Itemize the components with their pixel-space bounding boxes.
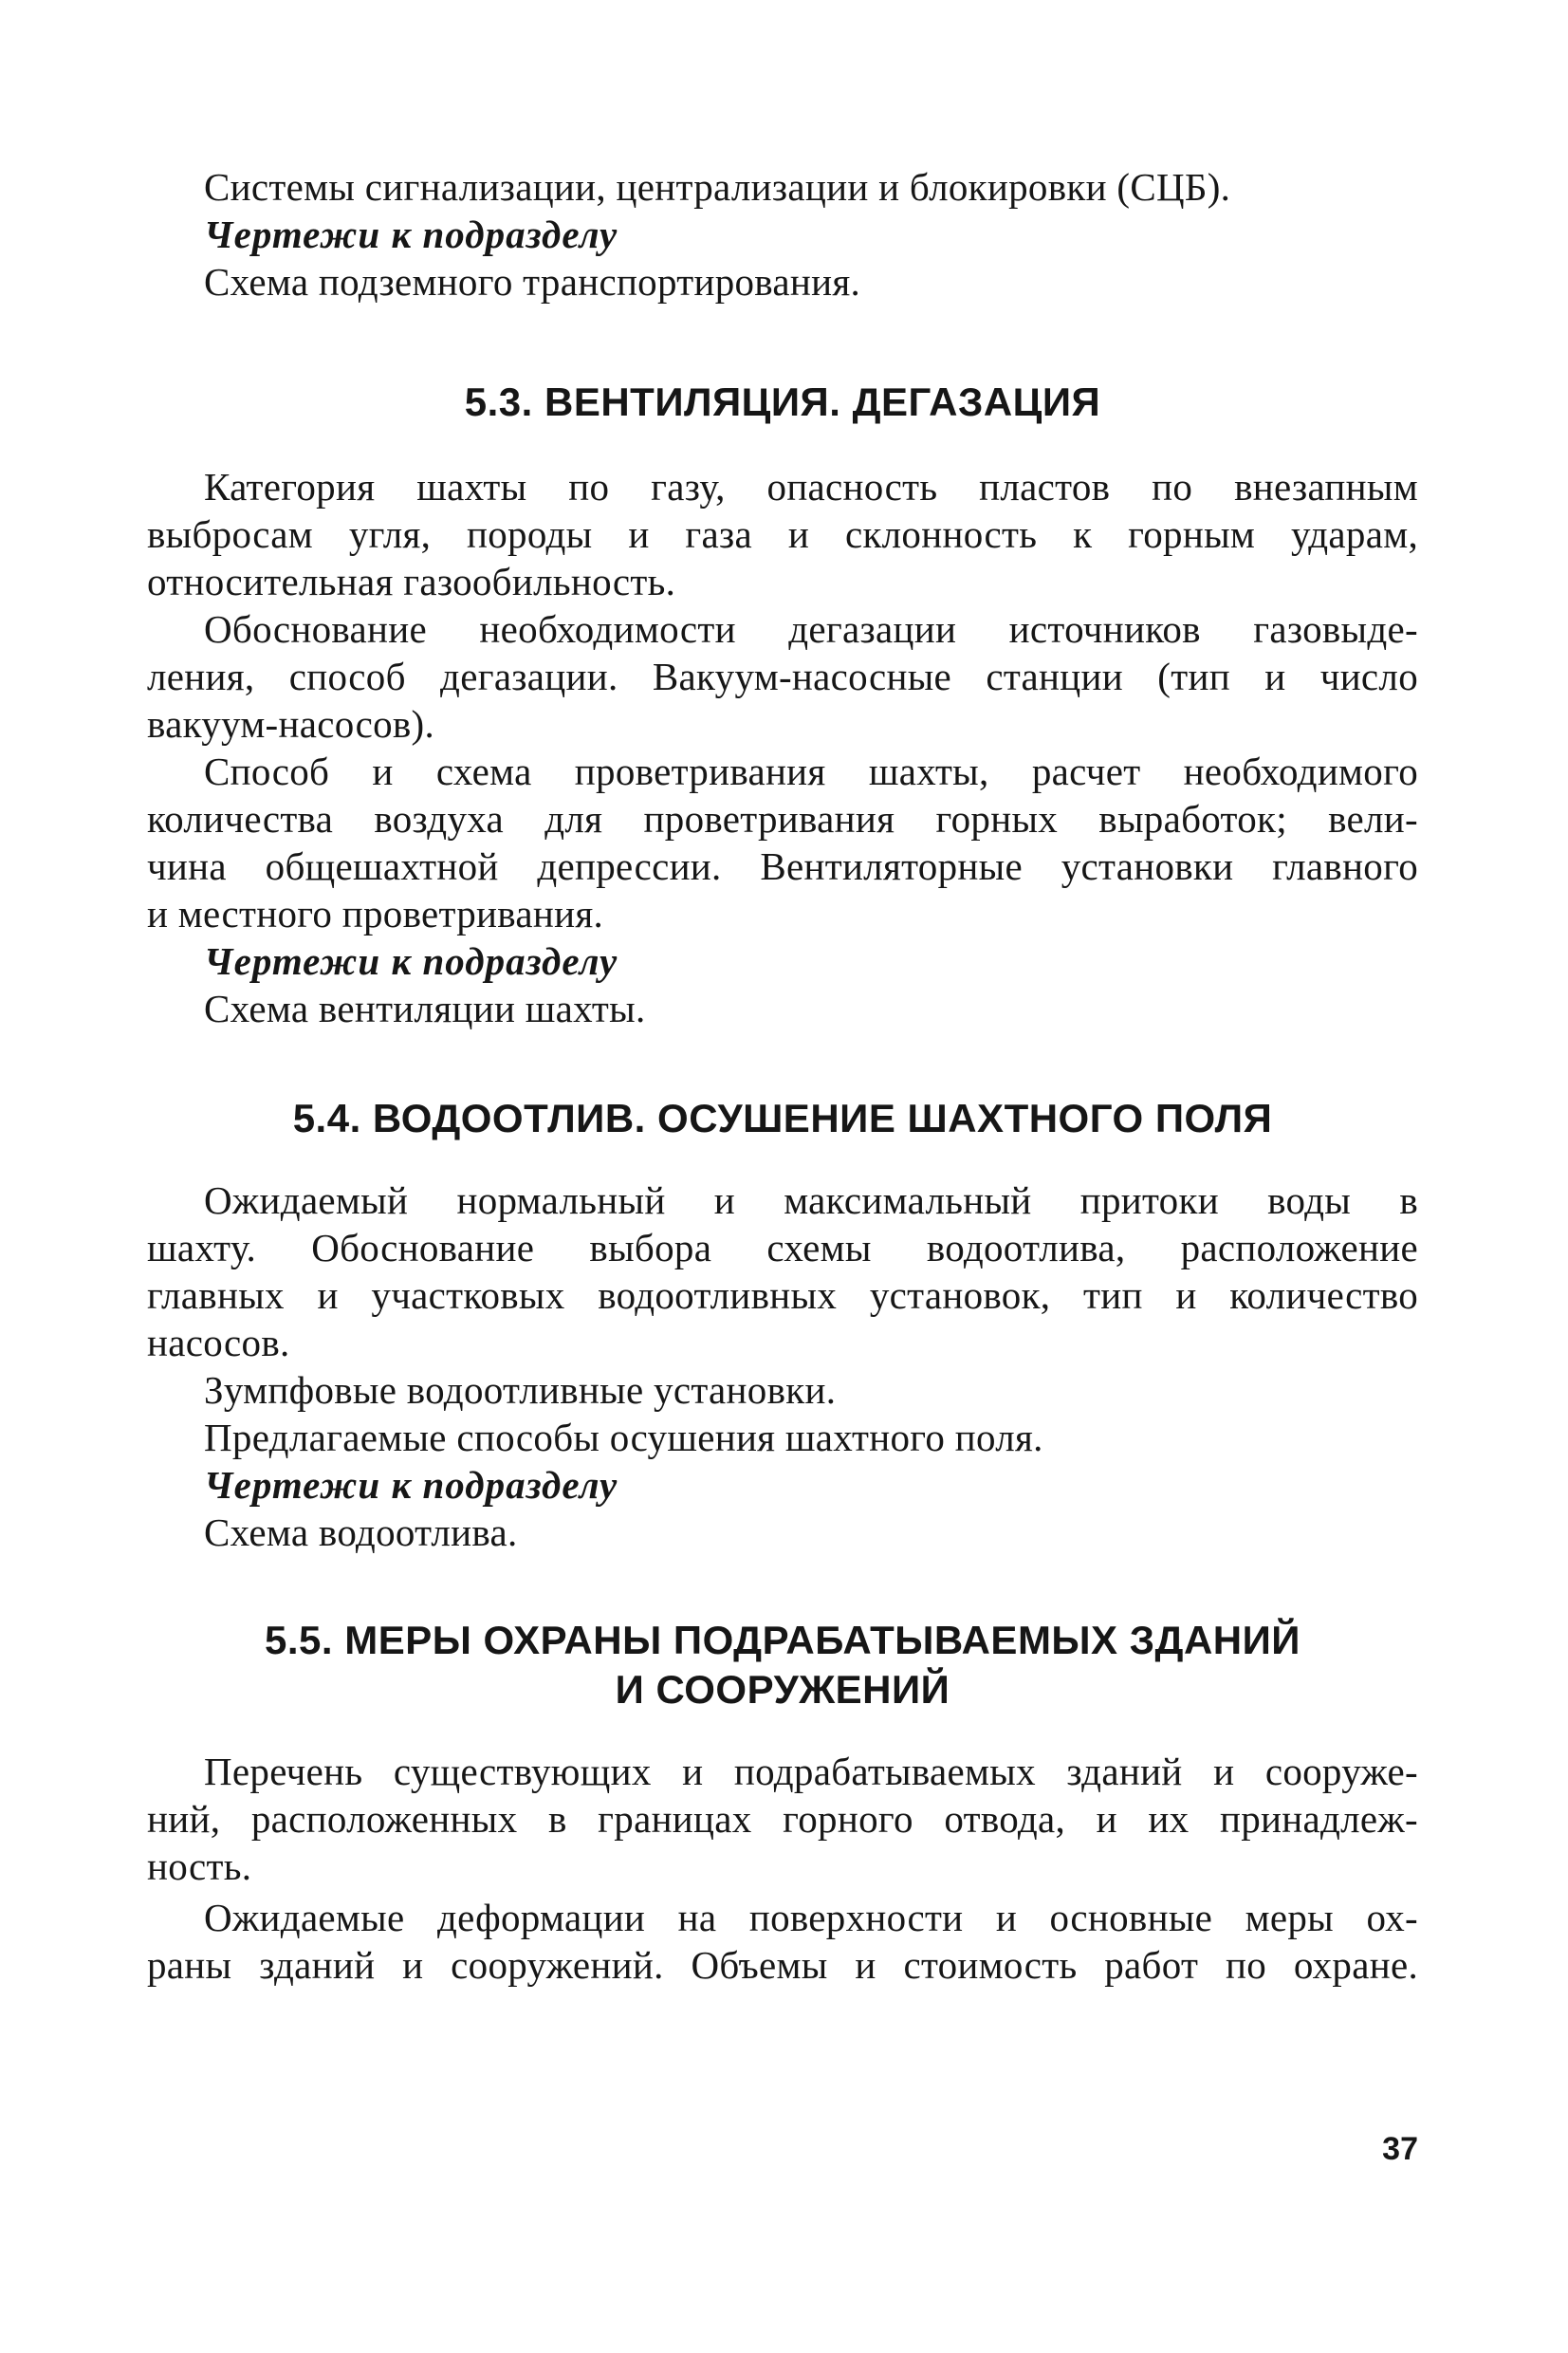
paragraph-line: Перечень существующих и подрабатываемых зданий и сооруже- [204, 1750, 1418, 1793]
paragraph-line: количества воздуха для проветривания горных выработок; вели- [147, 797, 1418, 841]
paragraph-line: Зумпфовые водоотливные установки. [204, 1368, 837, 1412]
section-heading-5-4: 5.4. ВОДООТЛИВ. ОСУШЕНИЕ ШАХТНОГО ПОЛЯ [292, 1096, 1273, 1140]
drawing-item: Схема водоотлива. [204, 1510, 518, 1554]
paragraph-line: ний, расположенных в границах горного отвода, и их принадлеж- [147, 1797, 1418, 1841]
drawings-caption: Чертежи к подразделу [204, 1463, 618, 1507]
section-heading-5-5: 5.5. МЕРЫ ОХРАНЫ ПОДРАБАТЫВАЕМЫХ ЗДАНИЙ [265, 1618, 1301, 1662]
paragraph-line: главных и участковых водоотливных установок, тип и количество [147, 1273, 1418, 1317]
document-page [147, 0, 1418, 2353]
paragraph-line: Ожидаемый нормальный и максимальный притоки воды в [204, 1178, 1418, 1222]
paragraph-line: выбросам угля, породы и газа и склонность к горным ударам, [147, 512, 1418, 556]
paragraph-line: Категория шахты по газу, опасность пластов по внезапным [204, 465, 1418, 509]
paragraph-line: Обоснование необходимости дегазации источников газовыде- [204, 607, 1418, 651]
drawings-caption: Чертежи к подразделу [204, 213, 618, 256]
drawings-caption: Чертежи к подразделу [204, 939, 618, 983]
paragraph-line: Способ и схема проветривания шахты, расчет необходимого [204, 750, 1418, 793]
drawing-item: Схема подземного транспортирования. [204, 260, 861, 304]
intro-line: Системы сигнализации, централизации и блокировки (СЦБ). [204, 165, 1231, 209]
section-heading-5-3: 5.3. ВЕНТИЛЯЦИЯ. ДЕГАЗАЦИЯ [464, 380, 1101, 424]
section-heading-5-5-continued: И СООРУЖЕНИЙ [615, 1667, 950, 1712]
paragraph-line: вакуум-насосов). [147, 702, 435, 746]
paragraph-line: и местного проветривания. [147, 892, 604, 936]
paragraph-line: ления, способ дегазации. Вакуум-насосные станции (тип и число [147, 655, 1418, 698]
paragraph-line: ность. [147, 1844, 252, 1888]
paragraph-line: Ожидаемые деформации на поверхности и основные меры ох- [204, 1896, 1418, 1939]
drawing-item: Схема вентиляции шахты. [204, 987, 646, 1030]
paragraph-line: раны зданий и сооружений. Объемы и стоимость работ по охране. [147, 1943, 1418, 1987]
page-number: 37 [1382, 2131, 1418, 2167]
paragraph-line: относительная газообильность. [147, 560, 676, 603]
paragraph-line: Предлагаемые способы осушения шахтного поля. [204, 1416, 1043, 1459]
paragraph-line: шахту. Обоснование выбора схемы водоотлива, расположение [147, 1226, 1418, 1269]
paragraph-line: насосов. [147, 1321, 290, 1364]
paragraph-line: чина общешахтной депрессии. Вентиляторные установки главного [147, 844, 1418, 888]
